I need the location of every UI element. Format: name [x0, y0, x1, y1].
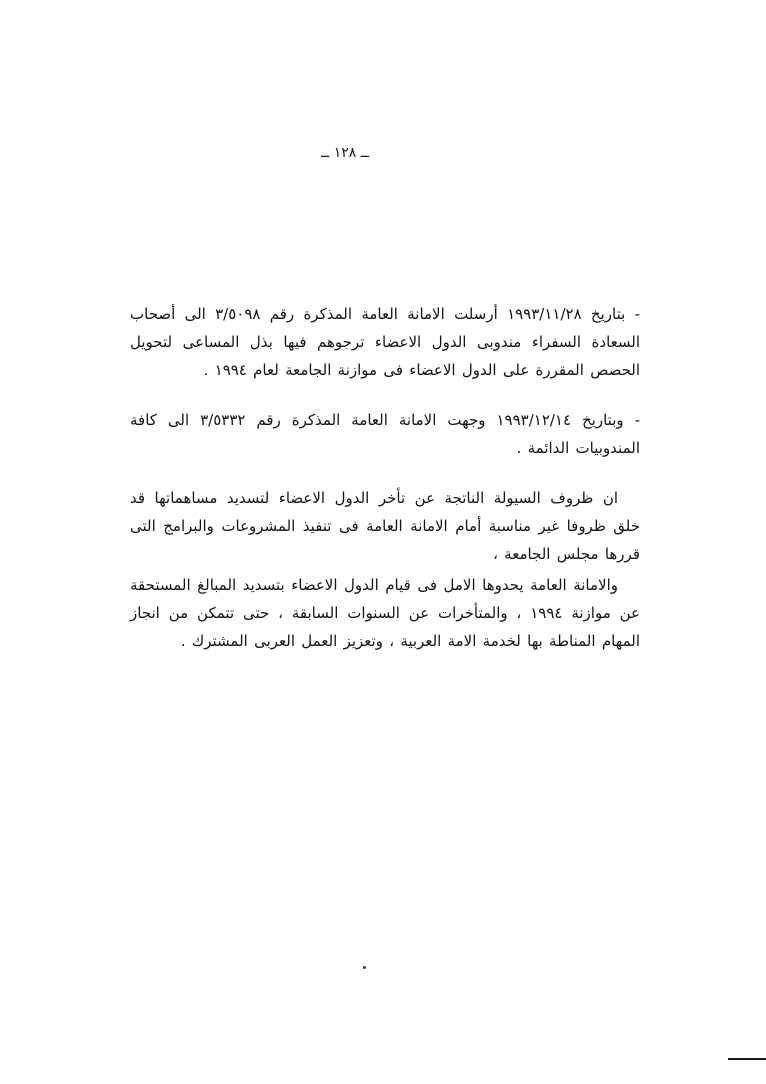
paragraph-memo-december: - وبتاريخ ١٩٩٣/١٢/١٤ وجهت الامانة العامة المذكرة رقم ٣/٥٣٣٢ الى كافة المندوبيات الدائمة .	[130, 411, 640, 457]
page-edge-mark	[728, 1058, 766, 1060]
paragraph-memo-november: - بتاريخ ١٩٩٣/١١/٢٨ أرسلت الامانة العامة المذكرة رقم ٣/٥٠٩٨ الى أصحاب السعادة السفراء مندوبى الدول الاعضاء ترجوهم فيها بذل المساعى لتحويل الحصص المقررة على الدول الاعضاء فى موازنة الجامعة لعام ١٩٩٤ .	[130, 305, 641, 379]
document-body	[130, 300, 640, 671]
paragraph-secretariat-hope: والامانة العامة يحدوها الامل فى قيام الدول الاعضاء بتسديد المبالغ المستحقة عن موازنة ١٩٩٤ ، والمتأخرات عن السنوات السابقة ، حتى تتمكن من انجاز المهام المناطة بها لخدمة الامة العربية ، وتعزيز العمل العربى المشترك .	[130, 576, 640, 650]
page-number: ــ ١٢٨ ــ	[321, 145, 369, 161]
paragraph-liquidity-conditions: ان ظروف السيولة الناتجة عن تأخر الدول الاعضاء لتسديد مساهماتها قد خلق ظروفا غير مناسبة أمام الامانة العامة فى تنفيذ المشروعات والبرامج التى قررها مجلس الجامعة ،	[130, 489, 640, 563]
scan-speck	[363, 966, 366, 969]
